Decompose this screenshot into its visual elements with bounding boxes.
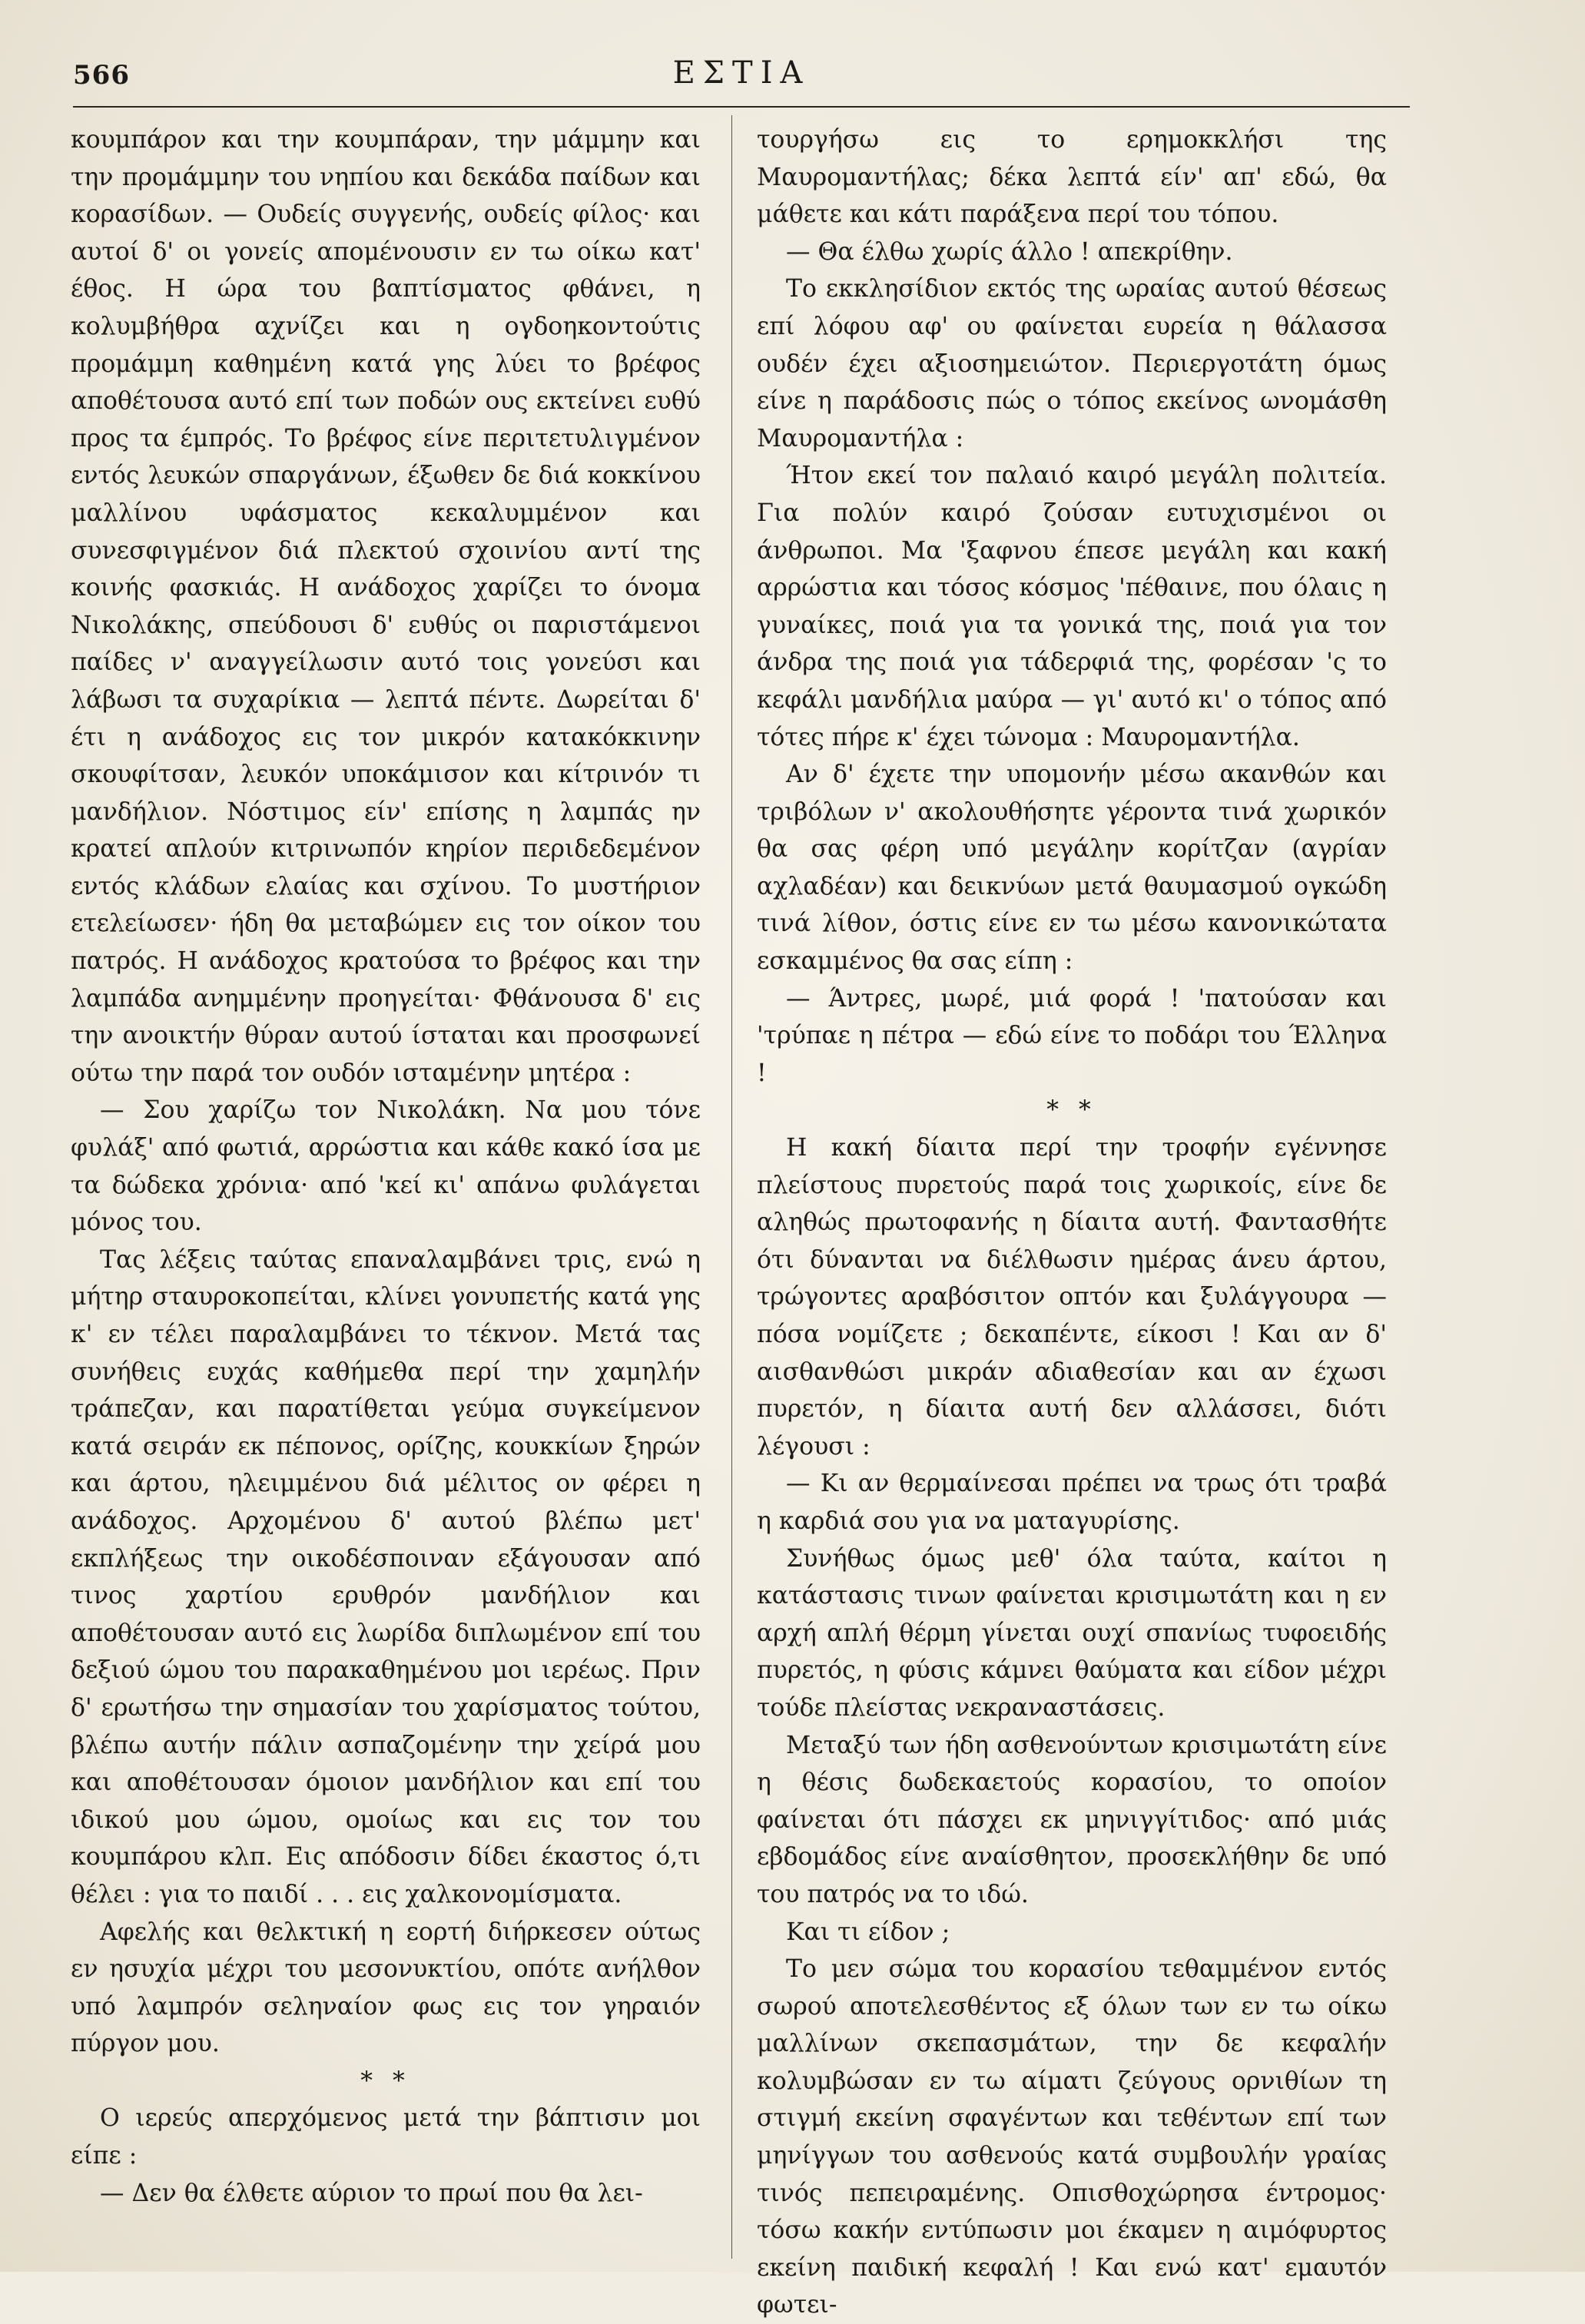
paragraph: — Άντρες, μωρέ, μιά φορά ! 'πατούσαν και 'τρύπαε η πέτρα — εδώ είνε το ποδάρι του Έλληνα ! xyxy=(757,984,1387,1087)
paragraph: Και τι είδον ; xyxy=(786,1918,950,1946)
running-title: ΕΣΤΙΑ xyxy=(672,55,811,91)
paragraph: Η κακή δίαιτα περί την τροφήν εγέννησε πλείστους πυρετούς παρά τοις χωρικοίς, είνε δε αληθώς πρωτοφανής η δίαιτα αυτή. Φαντασθήτε ότι δύνανται να διέλθωσιν ημέρας άνευ άρτου, τρώγοντες αραβόσιτον οπτόν και ξυλάγγουρα — πόσα νομίζετε ; δεκαπέντε, είκοσι ! Και αν δ' αισθανθώσι μικράν αδιαθεσίαν και αν έχωσι πυρετόν, η δίαιτα αυτή δεν αλλάσσει, διότι λέγουσι : xyxy=(757,1134,1387,1460)
paragraph: Ο ιερεύς απερχόμενος μετά την βάπτισιν μοι είπε : xyxy=(71,2104,701,2170)
paragraph: Αφελής και θελκτική η εορτή διήρκεσεν ούτως εν ησυχία μέχρι του μεσονυκτίου, οπότε ανήλθον υπό λαμπρόν σεληναίον φως εις τον γηραιόν πύργον μου. xyxy=(71,1918,701,2058)
paragraph: κουμπάρον και την κουμπάραν, την μάμμην και την προμάμμην του νηπίου και δεκάδα παίδων και κορασίδων. — Ουδείς συγγενής, ουδείς φίλος· και αυτοί δ' οι γονείς απομένουσιν εν τω οίκω κατ' έθος. Η ώρα του βαπτίσματος φθάνει, η κολυμβήθρα αχνίζει και η ογδοηκοντούτις προμάμμη καθημένη κατά γης λύει το βρέφος αποθέτουσα αυτό επί των ποδών ους εκτείνει ευθύ προς τα έμπρός. Το βρέφος είνε περιτετυλιγμένον εντός λευκών σπαργάνων, έξωθεν δε διά κοκκίνου μαλλίνου υφάσματος κεκαλυμμένον και συνεσφιγμένον διά πλεκτού σχοινίου αντί της κοινής φασκιάς. Η ανάδοχος χαρίζει το όνομα Νικολάκης, σπεύδουσι δ' ευθύς οι παριστάμενοι παίδες ν' αναγγείλωσιν αυτό τοις γονεύσι και λάβωσι τα συχαρίκια — λεπτά πέντε. Δωρείται δ' έτι η ανάδοχος εις τον μικρόν κατακόκκινην σκουφίτσαν, λευκόν υποκάμισον και κίτρινόν τι μανδήλιον. Νόστιμος είν' επίσης η λαμπάς ην κρατεί απλούν κιτρινωπόν κηρίον περιδεδεμένον εντός κλάδων ελαίας και σχίνου. Το μυστήριον ετελείωσεν· ήδη θα μεταβώμεν εις τον οίκον του πατρός. Η ανάδοχος κρατούσα το βρέφος και την λαμπάδα ανημμένην προηγείται· Φθάνουσα δ' εις την ανοικτήν θύραν αυτού ίσταται και προσφωνεί ούτω την παρά τον ουδόν ισταμένην μητέρα : xyxy=(71,126,701,1087)
section-separator: * * xyxy=(360,2067,411,2095)
paragraph: Το μεν σώμα του κορασίου τεθαμμένον εντός σωρού αποτελεσθέντος εξ όλων των εν τω οίκω μαλλίνων σκεπασμάτων, την δε κεφαλήν κολυμβώσαν εν τω αίματι ζεύγους ορνιθίων τη στιγμή εκείνη σφαγέντων και τεθέντων επί των μηνίγγων του ασθενούς κατά συμβουλήν γραίας τινός πεπειραμένης. Οπισθοχώρησα έντρομος· τόσω κακήν εντύπωσιν μοι έκαμεν η αιμόφυρτος εκείνη παιδική κεφαλή ! Και ενώ κατ' εμαυτόν φωτει- xyxy=(757,1955,1387,2319)
paragraph: Τας λέξεις ταύτας επαναλαμβάνει τρις, ενώ η μήτηρ σταυροκοπείται, κλίνει γονυπετής κατά γης κ' εν τέλει παραλαμβάνει το τέκνον. Μετά τας συνήθεις ευχάς καθήμεθα περί την χαμηλήν τράπεζαν, και παρατίθεται γεύμα συγκείμενον κατά σειράν εκ πέπονος, ορίζης, κουκκίων ξηρών και άρτου, ηλειμμένου διά μέλιτος ον φέρει η ανάδοχος. Αρχομένου δ' αυτού βλέπω μετ' εκπλήξεως την οικοδέσποιναν εξάγουσαν από τινος χαρτίου ερυθρόν μανδήλιον και αποθέτουσαν αυτό εις λωρίδα διπλωμένον επί του δεξιού ώμου του παρακαθημένου μοι ιερέως. Πριν δ' ερωτήσω την σημασίαν του χαρίσματος τούτου, βλέπω αυτήν πάλιν ασπαζομένην την χείρά μου και αποθέτουσαν όμοιον μανδήλιον και επί του ιδικού μου ώμου, ομοίως και εις τον του κουμπάρου κλπ. Εις απόδοσιν δίδει έκαστος ό,τι θέλει : για το παιδί . . . εις χαλκονομίσματα. xyxy=(71,1245,701,1908)
paragraph: — Κι αν θερμαίνεσαι πρέπει να τρως ότι τραβά η καρδιά σου για να ματαγυρίσης. xyxy=(757,1470,1387,1535)
header-rule xyxy=(73,106,1410,108)
right-column xyxy=(757,121,1387,2324)
paragraph: — Θα έλθω χωρίς άλλο ! απεκρίθην. xyxy=(786,237,1233,266)
left-column xyxy=(71,121,701,2212)
paragraph: τουργήσω εις το ερημοκκλήσι της Μαυρομαντήλας; δέκα λεπτά είν' απ' εδώ, θα μάθετε και κάτι παράξενα περί του τόπου. xyxy=(757,126,1387,229)
page-header xyxy=(73,49,1410,103)
paragraph: Ήτον εκεί τον παλαιό καιρό μεγάλη πολιτεία. Για πολύν καιρό ζούσαν ευτυχισμένοι οι άνθρωποι. Μα 'ξαφνου έπεσε μεγάλη και κακή αρρώστια και τόσος κόσμος 'πέθαινε, που όλαις η γυναίκες, ποιά για τα γονικά της, ποιά για τον άνδρα της ποιά για τάδερφιά της, φορέσαν 'ς το κεφάλι μανδήλια μαύρα — γι' αυτό κι' ο τόπος από τότες πήρε κ' έχει τώνομα : Μαυρομαντήλα. xyxy=(757,462,1387,751)
paragraph: Το εκκλησίδιον εκτός της ωραίας αυτού θέσεως επί λόφου αφ' ου φαίνεται ευρεία η θάλασσα ουδέν έχει αξιοσημειώτον. Περιεργοτάτη όμως είνε η παράδοσις πώς ο τόπος εκείνος ωνομάσθη Μαυρομαντήλα : xyxy=(757,275,1387,453)
paragraph: — Σου χαρίζω τον Νικολάκη. Να μου τόνε φυλάξ' από φωτιά, αρρώστια και κάθε κακό ίσα με τα δώδεκα χρόνια· από 'κεί κι' απάνω φυλάγεται μόνος του. xyxy=(71,1096,701,1237)
paragraph: Αν δ' έχετε την υπομονήν μέσω ακανθών και τριβόλων ν' ακολουθήσητε γέροντα τινά χωρικόν θα σας φέρη υπό μεγάλην κορίτζαν (αγρίαν αχλαδέαν) και δεικνύων μετά θαυμασμού ογκώδη τινά λίθον, όστις είνε εν τω μέσω κανονικώτατα εσκαμμένος θα σας είπη : xyxy=(757,761,1387,976)
column-divider xyxy=(731,115,732,2259)
paragraph: Μεταξύ των ήδη ασθενούντων κρισιμωτάτη είνε η θέσις δωδεκαετούς κορασίου, το οποίον φαίνεται ότι πάσχει εκ μηνιγγίτιδος· από μιάς εβδομάδος είνε αναίσθητον, προσεκλήθην δε υπό του πατρός να το ιδώ. xyxy=(757,1731,1387,1908)
section-separator: * * xyxy=(1046,1096,1097,1125)
page-number: 566 xyxy=(73,60,130,91)
paragraph: Συνήθως όμως μεθ' όλα ταύτα, καίτοι η κατάστασις τινων φαίνεται κρισιμωτάτη και η εν αρχή απλή θέρμη γίνεται ουχί σπανίως τυφοειδής πυρετός, η φύσις κάμνει θαύματα και είδον μέχρι τούδε πλείστας νεκραναστάσεις. xyxy=(757,1544,1387,1722)
paragraph: — Δεν θα έλθετε αύριον το πρωί που θα λει- xyxy=(100,2179,643,2207)
